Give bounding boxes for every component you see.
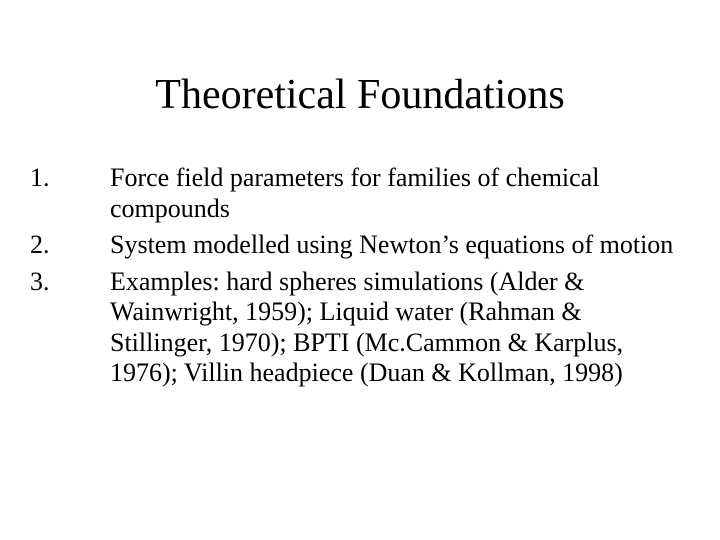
list-item <box>30 267 680 389</box>
bullet-text: Examples: hard spheres simulations (Alder & Wainwright, 1959); Liquid water (Rahman & Stillinger, 1970); BPTI (Mc.Cammon & Karplus, 1976); Villin headpiece (Duan & Kollman, 1998) <box>110 266 624 387</box>
bullet-text: Force field parameters for families of chemical compounds <box>110 163 600 223</box>
bullet-number: 1. <box>30 163 50 192</box>
slide-title: Theoretical Foundations <box>155 72 565 118</box>
bullet-list <box>30 163 680 395</box>
bullet-text: System modelled using Newton’s equations of motion <box>110 230 674 259</box>
list-item <box>30 230 680 261</box>
bullet-number: 2. <box>30 230 50 259</box>
bullet-number: 3. <box>30 266 50 296</box>
list-item <box>30 163 680 224</box>
